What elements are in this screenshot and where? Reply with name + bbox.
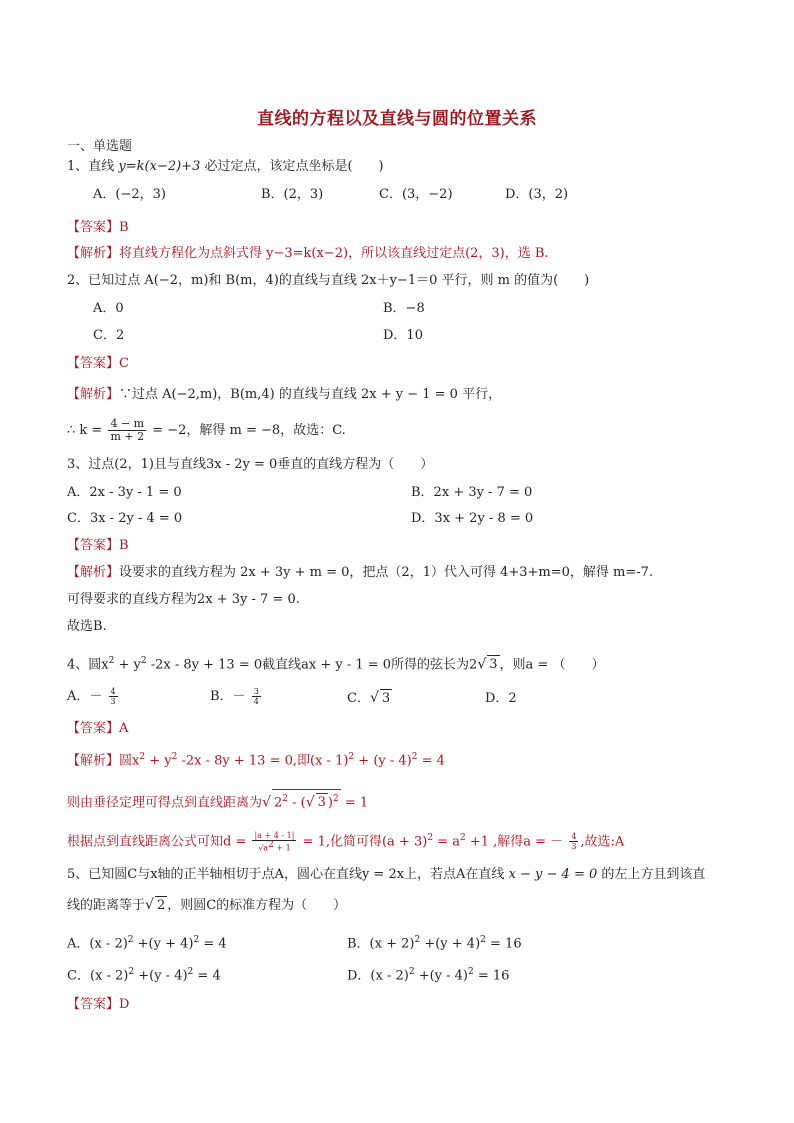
q4-option-b [210,687,263,706]
q4-opt-c-prefix: C． [347,691,370,706]
analysis-label: 【解析】 [67,753,120,769]
analysis-label: 【解析】 [67,246,120,261]
q4-opt-b-prefix: B．－ [210,689,246,704]
q4-exp: 2 [332,794,339,804]
q4-answer [67,720,128,738]
q2-analysis-text-2: = −2，解得 m = −8，故选：C. [152,423,346,438]
q5-exp: 2 [480,935,486,945]
q4-exp: 2 [348,752,355,762]
q5-opt-b-1: B．(x + 2) [347,936,415,952]
q5-opt-a-2: +(y + 4) [133,936,194,952]
q4-analysis-2a: 则由垂径定理可得点到直线距离为 [67,795,263,811]
q4-opt-b-fraction [252,687,261,706]
q4-analysis-2b: = 1 [340,795,369,811]
q4-stem-c: -2x - 8y + 13 = 0截直线ax + y - 1 = 0所得的弦长为2 [146,657,478,673]
q4-analysis-line-2 [67,789,368,812]
q2-option-a: A．0 [93,301,124,316]
q4-a-fraction [569,832,578,851]
q4-exp: 2 [108,656,115,666]
q4-analysis-3d: +1 ,解得a = － [465,834,564,850]
q4-d-den: $√a^2 + 1$ [258,840,291,853]
q1-answer [67,219,129,237]
q4-exp: 2 [459,833,466,843]
q4-a-den: 3 [571,842,577,852]
answer-label: 【答案】 [67,997,120,1012]
q2-analysis-text-1: ∵过点 A(−2,m)，B(m,4) 的直线与直线 2x + y − 1 = 0 平行， [119,387,502,402]
q5-exp: 2 [193,935,200,945]
q1-option-d: D．(3，2) [505,187,569,202]
q4-analysis-3c: = a [433,834,460,850]
q5-answer [67,996,129,1014]
q2-answer-value: C [119,356,129,371]
q5-stem-2b: ，则圆C的标准方程为（ ） [167,898,347,913]
q5-opt-c-2: +(y - 4) [134,968,188,984]
question-5-stem-line-1 [67,866,705,884]
q5-opt-b-3: = 16 [485,936,522,952]
q4-rad-a: 2 [273,795,283,811]
q1-answer-value: B [119,220,129,235]
q5-opt-c-3: = 4 [193,968,221,984]
q4-exp: 2 [427,833,434,843]
q5-exp: 2 [468,967,474,977]
q2-option-d: D．10 [383,328,423,343]
sqrt-icon: √ [305,794,315,811]
section-heading: 一、单选题 [67,139,133,154]
question-3-stem: 3、过点(2，1)且与直线3x - 2y = 0垂直的直线方程为（ ） [67,457,434,472]
q1-stem-suffix: 必过定点，该定点坐标是( ) [204,159,384,174]
q2-option-b: B．−8 [383,301,425,316]
q4-analysis-1d: + (y - 4) [354,753,412,769]
q4-analysis-3e: ,故选:A [580,834,625,850]
q1-option-a: A．(−2，3) [93,187,166,202]
q4-exp: 2 [140,656,147,666]
sqrt-icon: √ [369,690,379,706]
q4-rad-c: 3 [317,795,326,811]
q5-option-d [347,963,509,985]
answer-label: 【答案】 [67,356,120,371]
q5-exp: 2 [408,967,415,977]
question-5-stem-line-2 [67,896,346,915]
q4-opt-a-fraction [109,687,118,706]
q4-opt-a-prefix: A．－ [67,689,103,704]
q5-stem-radicand: 2 [156,898,166,913]
q3-option-a: A．2x - 3y - 1 = 0 [67,485,182,500]
q4-analysis-1e: = 4 [417,753,445,769]
q5-stem-equation: x − y − 4 = 0 [504,867,602,882]
q5-opt-c-1: C．(x - 2) [67,968,129,984]
analysis-label: 【解析】 [67,565,120,580]
q5-stem-1a: 5、已知圆C与x轴的正半轴相切于点A，圆心在直线y = 2x上，若点A在直线 [67,867,505,882]
q3-answer [67,537,129,555]
q1-analysis-text: 将直线方程化为点斜式得 y−3=k(x−2)，所以该直线过定点(2，3)，选 B. [119,246,549,261]
q5-opt-d-2: +(y - 4) [414,968,469,984]
q1-option-c: C．(3，−2) [379,187,453,202]
q4-opt-c-radicand: 3 [381,691,391,706]
q4-exp: 2 [139,752,146,762]
q4-analysis-1a: 圆x [119,753,140,769]
q5-opt-d-1: D．(x - 2) [347,968,409,984]
q4-stem-radicand: 3 [489,657,498,673]
q1-option-b: B．(2，3) [261,187,324,202]
q4-opt-b-den: 4 [253,697,259,706]
q3-analysis-text-1: 设要求的直线方程为 2x + 3y + m = 0，把点（2，1）代入可得 4+3+m=0，解得 m=-7. [119,565,654,580]
q4-d-den-a: a [263,843,269,853]
q2-answer [67,355,129,373]
q4-stem-d: ，则a = （ ） [499,657,605,673]
answer-label: 【答案】 [67,220,120,235]
q3-option-b: B．2x + 3y - 7 = 0 [411,485,533,500]
q5-opt-a-1: A．(x - 2) [67,936,128,952]
q4-option-a [67,687,120,706]
q2-slope-label: ∴ k = [67,423,103,438]
q3-answer-value: B [119,538,129,553]
q2-analysis-line-1 [67,386,501,404]
q5-opt-a-3: = 4 [199,936,227,952]
q2-analysis-line-2 [67,418,346,444]
q5-opt-b-2: +(y + 4) [420,936,481,952]
q1-stem-prefix: 1、直线 [67,159,115,174]
question-4-stem [67,652,604,674]
q4-rad-b: - ( [287,795,306,811]
q4-d-den-b: + 1 [273,843,291,853]
question-1-stem [67,158,384,176]
q5-stem-1b: 的左上方且到该直 [601,867,706,882]
q4-exp: 2 [282,794,288,804]
q5-exp: 2 [128,967,135,977]
q5-option-a [67,931,227,953]
analysis-label: 【解析】 [67,387,120,402]
q5-opt-d-3: = 16 [473,968,510,984]
q4-analysis-line-1 [67,748,445,770]
answer-label: 【答案】 [67,538,120,553]
sqrt-icon: √ [145,897,154,913]
q4-analysis-1c: -2x - 8y + 13 = 0,即(x - 1) [177,753,349,769]
q5-option-c [67,963,221,985]
q4-analysis-1b: + y [145,753,172,769]
q4-opt-a-den: 3 [110,697,116,706]
q4-stem-b: + y [114,657,141,673]
q3-analysis-line-2: 可得要求的直线方程为2x + 3y - 7 = 0. [67,592,300,607]
q1-stem-equation: y=k(x−2)+3 [118,159,201,174]
q2-fraction-numerator: 4 − m [110,417,145,430]
q1-analysis [67,245,549,263]
q2-slope-fraction [108,418,146,443]
q5-answer-value: D [119,997,130,1012]
q5-exp: 2 [187,967,194,977]
q4-opt-a-num: 4 [110,687,116,696]
q4-option-d: D．2 [485,691,517,706]
q2-fraction-denominator: m + 2 [110,430,145,443]
q4-exp: 2 [411,752,418,762]
q4-a-num: 4 [571,832,577,842]
q4-exp: 2 [171,752,178,762]
q4-answer-value: A [119,721,129,736]
q5-exp: 2 [414,935,421,945]
answer-label: 【答案】 [67,721,120,736]
document-title: 直线的方程以及直线与圆的位置关系 [257,109,537,129]
sqrt-icon: √ [477,656,487,673]
question-2-stem: 2、已知过点 A(−2，m)和 B(m，4)的直线与直线 2x＋y−1＝0 平行，则 m 的值为( ) [67,273,590,288]
q4-analysis-3b: = 1,化简可得(a + 3) [302,834,428,850]
q4-distance-fraction [252,831,296,853]
q4-analysis-2-radical [272,789,341,812]
q5-option-b [347,931,522,953]
q2-option-c: C．2 [93,328,125,343]
q3-option-c: C．3x - 2y - 4 = 0 [67,511,183,526]
q4-option-c [347,689,392,708]
q4-stem-a: 4、圆x [67,657,109,673]
q4-analysis-3a: 根据点到直线距离公式可知d = [67,834,251,850]
q4-analysis-line-3 [67,826,624,854]
q3-analysis-line-3: 故选B. [67,619,107,634]
q5-exp: 2 [127,935,134,945]
q3-option-d: D．3x + 2y - 8 = 0 [411,511,534,526]
q3-analysis-line-1 [67,564,653,582]
q4-exp: 2 [268,840,274,850]
sqrt-icon: √ [262,794,271,811]
q4-opt-b-num: 3 [253,687,259,696]
q4-rad-d: ) [327,795,333,811]
q5-stem-2a: 线的距离等于 [67,898,146,913]
q4-d-num: |a + 4 - 1| [254,831,295,840]
